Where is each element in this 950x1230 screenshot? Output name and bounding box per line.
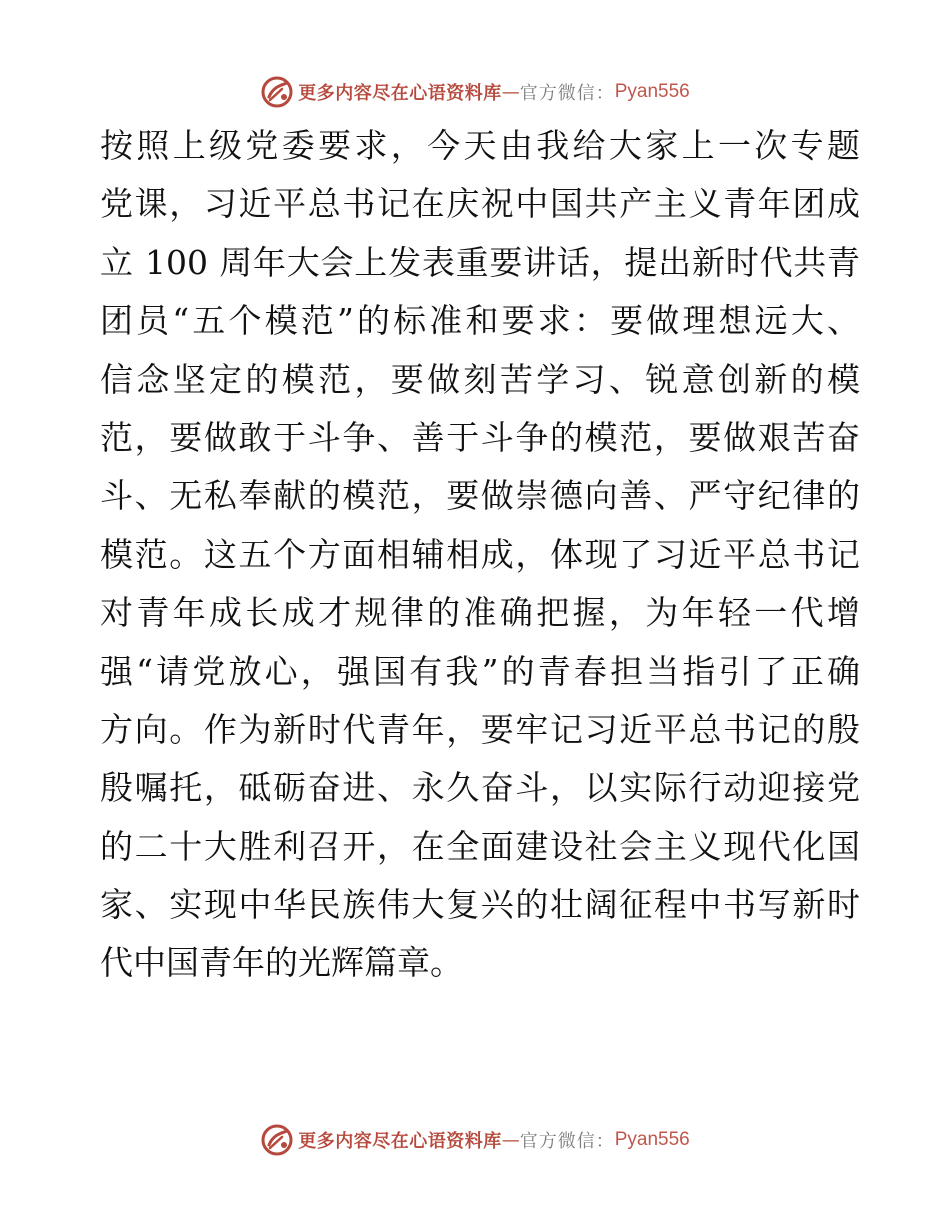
watermark-label: 官方微信： [519, 83, 615, 104]
document-body [100, 117, 860, 993]
watermark-separator: — [501, 81, 520, 103]
text-line: 方向。作为新时代青年，要牢记习近平总书记的殷 [100, 709, 860, 749]
text-line: 党课，习近平总书记在庆祝中国共产主义青年团成 [100, 184, 860, 224]
text-line: 模范。这五个方面相辅相成，体现了习近平总书记 [100, 534, 860, 574]
text-line: 对青年成长成才规律的准确把握，为年轻一代增 [100, 593, 860, 633]
footer-watermark [0, 1120, 950, 1160]
text-line: 的二十大胜利召开，在全面建设社会主义现代化国 [100, 826, 860, 866]
text-line: 立 100 周年大会上发表重要讲话，提出新时代共青 [100, 242, 860, 282]
text-line: 代中国青年的光辉篇章。 [100, 943, 463, 983]
logo-emblem-icon [260, 1123, 294, 1157]
text-line: 家、实现中华民族伟大复兴的壮阔征程中书写新时 [100, 885, 860, 925]
watermark-wechat-id: Pyan556 [614, 81, 690, 102]
watermark-brand-text: 更多内容尽在心语资料库 [298, 83, 502, 104]
text-line: 斗、无私奉献的模范，要做崇德向善、严守纪律的 [100, 476, 860, 516]
text-line: 团员“五个模范”的标准和要求：要做理想远大、 [100, 301, 860, 341]
header-watermark [0, 72, 950, 112]
text-line: 强“请党放心，强国有我”的青春担当指引了正确 [100, 651, 860, 691]
watermark-wechat-id: Pyan556 [614, 1129, 690, 1150]
text-line: 殷嘱托，砥砺奋进、永久奋斗，以实际行动迎接党 [100, 768, 860, 808]
watermark-label: 官方微信： [519, 1131, 615, 1152]
watermark-separator: — [501, 1129, 520, 1151]
logo-emblem-icon [260, 75, 294, 109]
watermark-brand-text: 更多内容尽在心语资料库 [298, 1131, 502, 1152]
text-line: 范，要做敢于斗争、善于斗争的模范，要做艰苦奋 [100, 417, 860, 457]
text-line: 信念坚定的模范，要做刻苦学习、锐意创新的模 [100, 359, 860, 399]
text-line: 按照上级党委要求，今天由我给大家上一次专题 [100, 126, 860, 165]
